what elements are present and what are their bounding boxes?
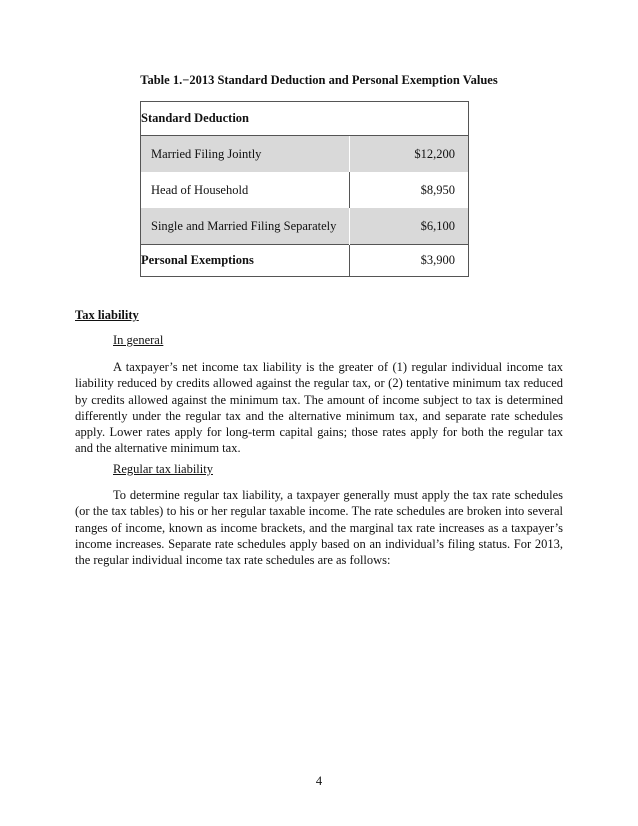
row-label: Married Filing Jointly xyxy=(141,136,350,173)
personal-exemptions-value: $3,900 xyxy=(350,245,469,277)
row-label: Single and Married Filing Separately xyxy=(141,208,350,245)
personal-exemptions-label: Personal Exemptions xyxy=(141,245,350,277)
personal-exemptions-row xyxy=(141,245,469,277)
table-row xyxy=(141,208,469,245)
row-value: $6,100 xyxy=(350,208,469,245)
tax-liability-heading: Tax liability xyxy=(75,308,139,322)
standard-deduction-header: Standard Deduction xyxy=(141,102,469,136)
page-number: 4 xyxy=(315,774,323,788)
in-general-heading: In general xyxy=(113,333,164,347)
regular-tax-liability-heading: Regular tax liability xyxy=(113,462,213,476)
table-header-row xyxy=(141,102,469,136)
table-row xyxy=(141,172,469,208)
table-row xyxy=(141,136,469,173)
table-title: Table 1.−2013 Standard Deduction and Personal Exemption Values xyxy=(140,73,498,87)
in-general-paragraph: A taxpayer’s net income tax liability is the greater of (1) regular individual income tax liability reduced by credits allowed against the regular tax, or (2) tentative minimum tax reduced by credits allowed against the minimum tax. The amount of income subject to tax is determined differently under the regular tax and the alternative minimum tax, and separate rate schedules apply. Lower rates apply for long-term capital gains; those rates apply for both the regular tax and the alternative minimum tax. xyxy=(75,360,563,456)
standard-deduction-table xyxy=(140,101,469,277)
row-label: Head of Household xyxy=(141,172,350,208)
row-value: $12,200 xyxy=(350,136,469,173)
row-value: $8,950 xyxy=(350,172,469,208)
regular-tax-liability-paragraph: To determine regular tax liability, a taxpayer generally must apply the tax rate schedules (or the tax tables) to his or her regular taxable income. The rate schedules are broken into several ranges of income, known as income brackets, and the marginal tax rate increases as a taxpayer’s income increases. Separate rate schedules apply based on an individual’s filing status. For 2013, the regular individual income tax rate schedules are as follows: xyxy=(75,488,563,568)
